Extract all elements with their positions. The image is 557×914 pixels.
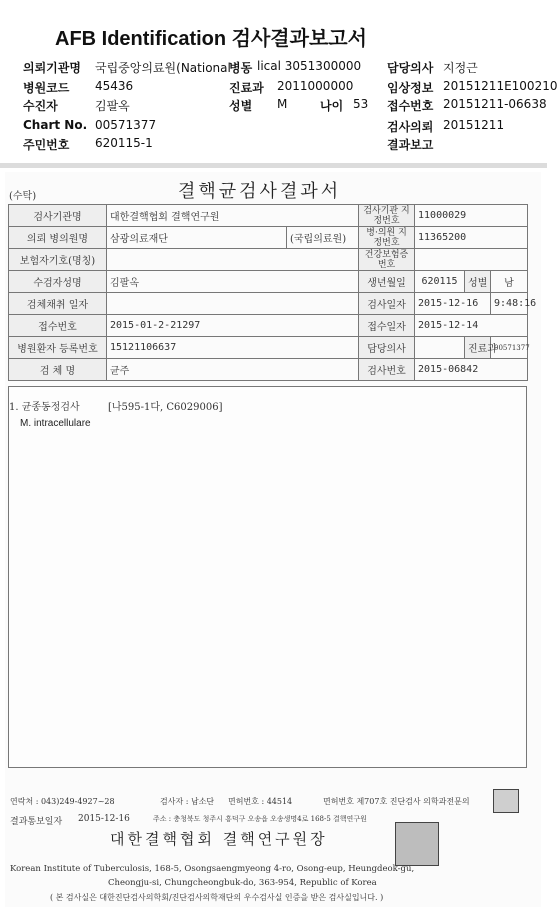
receipt-date-value: 2015-12-14 (415, 315, 528, 337)
physician-value (415, 337, 465, 359)
clinical-value: 20151211E100210 (443, 79, 557, 93)
insured-label: 보험자기호(명칭) (9, 249, 107, 271)
receipt-no-label: 접수번호 (9, 315, 107, 337)
dept-value-r: 00571377 (491, 337, 528, 359)
ward-label: 병동 (229, 61, 253, 75)
hosp-sub: (국립의료원) (287, 227, 359, 249)
req-org-label: 의뢰기관명 (23, 61, 81, 75)
dept-label-r: 진료과 (465, 337, 491, 359)
result-box (8, 386, 527, 768)
dob-value: 620115 (415, 271, 465, 293)
dob-label: 생년월일 (359, 271, 415, 293)
test-time-value: 9:48:16 (491, 293, 528, 315)
footer-note: ( 본 검사실은 대한진단검사의학회/진단검사의학재단의 우수검사실 인증을 받은 검사실입니다. ) (50, 893, 384, 902)
hosp-code-label: 병원코드 (23, 81, 70, 95)
receipt-date-label: 접수일자 (359, 315, 415, 337)
insured-value (107, 249, 359, 271)
inst-no-label: 검사기관 지정번호 (359, 205, 415, 227)
req-org-value: 국립중앙의료원(National (95, 61, 231, 75)
sex-label: 성별 (229, 99, 253, 113)
chart-label: Chart No. (23, 118, 88, 132)
sex-value: M (277, 97, 288, 111)
footer-license: 면허번호 : 44514 (228, 797, 293, 806)
test-date-value: 2015-12-16 (415, 293, 491, 315)
receipt-label: 접수번호 (387, 99, 434, 113)
result-header: 1. 균종동정검사 (9, 402, 80, 413)
test-no-label: 검사번호 (359, 359, 415, 381)
footer-english-1: Korean Institute of Tuberculosis, 168-5, Osongsaengmyeong 4-ro, Osong-eup, Heungdeok-gu, (10, 864, 415, 874)
hosp-label: 의뢰 병의원명 (9, 227, 107, 249)
result-value: M. intracellulare (20, 418, 91, 429)
subject-value: 김팔옥 (107, 271, 359, 293)
reg-no-value: 15121106637 (107, 337, 359, 359)
footer-english-2: Cheongju-si, Chungcheongbuk-do, 363-954, Republic of Korea (108, 878, 377, 888)
patient-value: 김팔옥 (95, 99, 130, 113)
notify-label: 결과통보일자 (10, 817, 63, 827)
footer-examiner: 검사자 : 남소단 (160, 797, 215, 806)
report-info-table (8, 204, 537, 381)
doctor-value: 지정근 (443, 61, 478, 75)
collect-value (107, 293, 359, 315)
inst-no-value: 11000029 (415, 205, 528, 227)
chart-value: 00571377 (95, 118, 157, 132)
result-code: [나595-1다, C6029006] (108, 402, 223, 413)
req-date-label: 검사의뢰 (387, 120, 434, 134)
rrn-label: 주민번호 (23, 138, 70, 152)
req-date-value: 20151211 (443, 118, 505, 132)
footer-contact: 연락처 : 043)249-4927~28 (10, 797, 115, 806)
ward-value: lical 3051300000 (257, 59, 362, 73)
report-mark: (수탁) (9, 191, 37, 202)
checkup-value (415, 249, 528, 271)
dept-label: 진료과 (229, 81, 264, 95)
notify-date: 2015-12-16 (78, 814, 130, 824)
age-value: 53 (353, 97, 369, 111)
age-label: 나이 (320, 99, 344, 113)
footer-address: 주소 : 충청북도 청주시 흥덕구 오송읍 오송생명4로 168-5 결핵연구원 (153, 815, 367, 823)
reg-no-label: 병원환자 등록번호 (9, 337, 107, 359)
receipt-value: 20151211-06638 (443, 97, 547, 111)
hosp-code-value: 45436 (95, 79, 134, 93)
patient-label: 수진자 (23, 99, 58, 113)
specimen-value: 균주 (107, 359, 359, 381)
clinical-label: 임상정보 (387, 81, 434, 95)
receipt-no-value: 2015-01-2-21297 (107, 315, 359, 337)
test-date-label: 검사일자 (359, 293, 415, 315)
test-no-value: 2015-06842 (415, 359, 528, 381)
footer-org-name: 대한결핵협회 결핵연구원장 (110, 830, 328, 848)
dept-value: 2011000000 (277, 79, 354, 93)
checkup-label: 건강보험증 번호 (359, 249, 415, 271)
hosp-no-value: 11365200 (415, 227, 528, 249)
doctor-label: 담당의사 (387, 61, 434, 75)
sex-value-r: 남 (491, 271, 528, 293)
section-divider (0, 163, 547, 168)
hosp-no-label: 병·의원 지정번호 (359, 227, 415, 249)
report-label: 결과보고 (387, 138, 434, 152)
page-title: AFB Identification 검사결과보고서 (55, 28, 367, 50)
footer-spec-license: 면허번호 제707호 진단검사 의학과전문의 (323, 797, 470, 806)
rrn-value: 620115-1 (95, 136, 153, 150)
report-title: 결핵균검사결과서 (178, 181, 342, 202)
subject-label: 수검자성명 (9, 271, 107, 293)
sex-label-r: 성별 (465, 271, 491, 293)
inst-name-label: 검사기관명 (9, 205, 107, 227)
specimen-label: 검 체 명 (9, 359, 107, 381)
collect-label: 검체채취 일자 (9, 293, 107, 315)
institute-seal-stamp (395, 822, 439, 866)
physician-label: 담당의사 (359, 337, 415, 359)
inst-name-value: 대한결핵협회 결핵연구원 (107, 205, 359, 227)
specialist-seal-stamp (493, 789, 519, 813)
hosp-value: 삼광의료재단 (107, 227, 287, 249)
